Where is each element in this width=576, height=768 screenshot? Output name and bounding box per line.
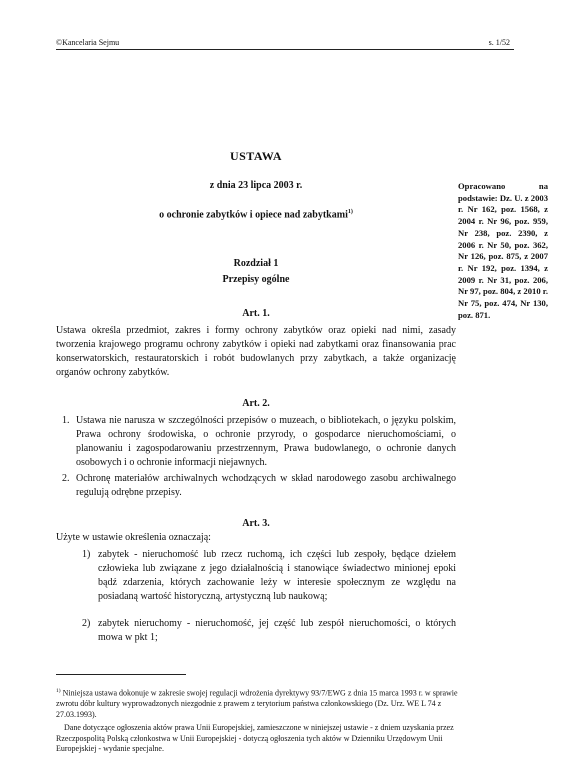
art1-heading: Art. 1. xyxy=(242,308,270,319)
footnote-1-text: Niniejsza ustawa dokonuje w zakresie swojej regulacji wdrożenia dyrektywy 93/7/EWG z dnia 15 marca 1993 r. w sprawie zwrotu dóbr kultury wyprowadzonych niezgodnie z prawem z terytorium państwa członkowskiego (Dz. Urz. WE L 74 z 27.03.1993). xyxy=(56,688,458,719)
act-subject-text: o ochronie zabytków i opiece nad zabytkami xyxy=(159,209,348,221)
art3-item-text: zabytek nieruchomy - nieruchomość, jej część lub zespół nieruchomości, o których mowa w pkt 1; xyxy=(98,618,456,643)
header-page-number: s. 1/52 xyxy=(488,38,510,47)
art2-item-number: 1. xyxy=(62,415,70,426)
art1-text: Ustawa określa przedmiot, zakres i formy ochrony zabytków oraz opieki nad nimi, zasady tworzenia krajowego programu ochrony zabytków i opieki nad zabytkami oraz finansowania prac konserwatorskich, restauratorskich i robót budowlanych przy zabytkach, a także organizację organów ochrony zabytków. xyxy=(56,325,456,378)
source-note: Opracowano na podstawie: Dz. U. z 2003 r. Nr 162, poz. 1568, z 2004 r. Nr 96, poz. 959, Nr 238, poz. 2390, z 2006 r. Nr 50, poz. 362, Nr 126, poz. 875, z 2007 r. Nr 192, poz. 1394, z 2009 r. Nr 31, poz. 206, Nr 97, poz. 804, z 2010 r. Nr 75, poz. 474, Nr 130, poz. 871. xyxy=(458,181,548,320)
act-date: z dnia 23 lipca 2003 r. xyxy=(209,180,303,191)
footnote-1 xyxy=(56,686,476,720)
act-subject xyxy=(56,209,456,220)
art3-item-text: zabytek - nieruchomość lub rzecz ruchomą, ich części lub zespoły, będące dziełem człowieka lub związane z jego działalnością i stanowiące świadectwo minionej epoki bądź zdarzenia, których zachowanie leży w interesie społecznym ze względu na posiadaną wartość historyczną, artystyczną lub naukową; xyxy=(98,549,456,602)
art2-item-number: 2. xyxy=(62,473,70,484)
art3-intro: Użyte w ustawie określenia oznaczają: xyxy=(56,532,211,543)
chapter-title: Przepisy ogólne xyxy=(222,274,290,285)
art3-item-number: 1) xyxy=(82,549,91,560)
art2-item-text: Ustawa nie narusza w szczególności przepisów o muzeach, o bibliotekach, o języku polskim, Prawa ochrony środowiska, o ochronie przyrody, o gospodarce nieruchomościami, o planowaniu i zagospodarowaniu przestrzennym, Prawa budowlanego, o ochronie danych osobowych i o ochronie informacji niejawnych. xyxy=(76,415,456,468)
art2-item-text: Ochronę materiałów archiwalnych wchodzących w skład narodowego zasobu archiwalnego regulują odrębne przepisy. xyxy=(76,473,456,498)
header-copyright: ©Kancelaria Sejmu xyxy=(56,38,120,47)
footnote-reference[interactable]: 1) xyxy=(347,209,353,215)
art3-item-number: 2) xyxy=(82,618,91,629)
art2-heading: Art. 2. xyxy=(242,398,270,409)
chapter-number: Rozdział 1 xyxy=(233,258,279,269)
header-divider xyxy=(56,49,514,50)
art3-heading: Art. 3. xyxy=(242,518,270,529)
footnote-divider xyxy=(56,674,186,675)
footnote-1-continuation: Dane dotyczące ogłoszenia aktów prawa Unii Europejskiej, zamieszczone w niniejszej ustawie - z dniem uzyskania przez Rzeczpospolitą Polską członkostwa w Unii Europejskiej - dotyczą ogłoszenia tych aktów w Dzienniku Urzędowym Unii Europejskiej - wydanie specjalne. xyxy=(56,723,454,753)
footnote-marker: 1) xyxy=(56,688,61,694)
act-title: USTAWA xyxy=(229,149,283,163)
